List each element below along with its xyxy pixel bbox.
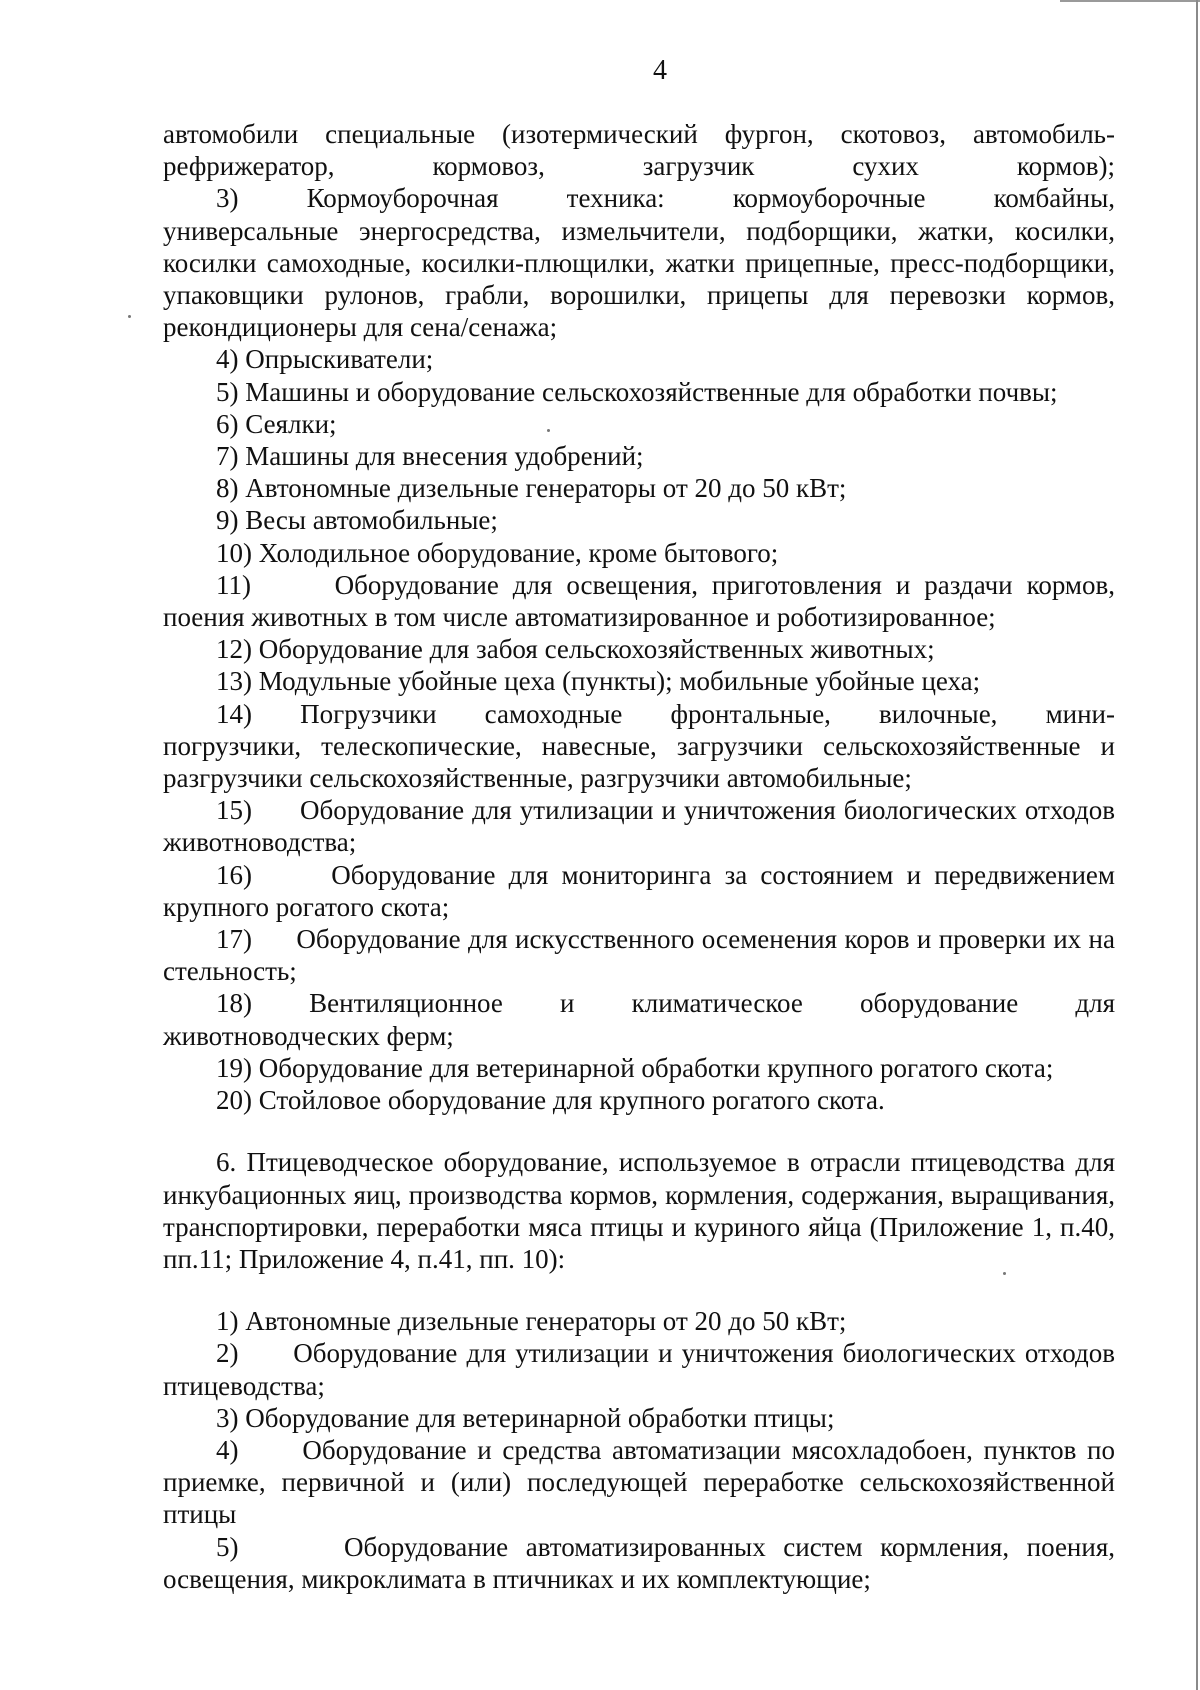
section-6-heading: 6. Птицеводческое оборудование, используемое в отрасли птицеводства для инкубационных яиц, производства кормов, кормления, содержания, выращивания, транспортировки, переработки мяса птицы и куриного яйца (Приложение 1, п.40, пп.11; Приложение 4, п.41, пп. 10): [163,1147,1115,1274]
list-item-6: 6) Сеялки; [216,408,337,439]
list-item-11: 11) Оборудование для освещения, приготовления и раздачи кормов, поения животных в том числе автоматизированное и роботизированное; [163,569,1122,633]
list-item-16: 16) Оборудование для мониторинга за состоянием и передвижением крупного рогатого скота; [163,859,1122,922]
scan-edge-right [1196,0,1198,1690]
list-item-4: 4) Опрыскиватели; [216,344,434,375]
poultry-item-1: 1) Автономные дизельные генераторы от 20 до 50 кВт; [216,1306,847,1337]
scan-speck [128,315,131,318]
list-item-19: 19) Оборудование для ветеринарной обработки крупного рогатого скота; [216,1052,1054,1083]
list-item-7: 7) Машины для внесения удобрений; [216,441,644,472]
poultry-item-5: 5) Оборудование автоматизированных систем кормления, поения, освещения, микроклимата в птичниках и их комплектующие; [163,1531,1122,1594]
list-item-12: 12) Оборудование для забоя сельскохозяйственных животных; [216,634,935,665]
list-item-3: 3) Кормоуборочная техника: кормоуборочные комбайны, универсальные энергосредства, измельчители, подборщики, жатки, косилки, косилки самоходные, косилки-плющилки, жатки прицепные, пресс-подборщики, упаковщики рулонов, грабли, ворошилки, прицепы для перевозки кормов, рекондиционеры для сена/сенажа; [163,183,1122,343]
page-number: 4 [653,55,667,86]
poultry-item-3: 3) Оборудование для ветеринарной обработки птицы; [216,1402,835,1433]
list-item-18: 18) Вентиляционное и климатическое оборудование для животноводческих ферм; [163,988,1122,1051]
document-body [163,118,1122,1595]
list-item-8: 8) Автономные дизельные генераторы от 20 до 50 кВт; [216,473,847,504]
scan-edge-top [1060,0,1200,2]
list-item-20: 20) Стойловое оборудование для крупного рогатого скота. [216,1085,885,1116]
list-item-9: 9) Весы автомобильные; [216,505,498,536]
list-item-5: 5) Машины и оборудование сельскохозяйственные для обработки почвы; [216,376,1058,407]
list-item-13: 13) Модульные убойные цеха (пункты); мобильные убойные цеха; [216,666,981,697]
list-item-15: 15) Оборудование для утилизации и уничтожения биологических отходов животноводства; [163,795,1122,858]
poultry-item-4: 4) Оборудование и средства автоматизации мясохладобоен, пунктов по приемке, первичной и (или) последующей переработке сельскохозяйственной птицы [163,1434,1122,1530]
list-item-10: 10) Холодильное оборудование, кроме бытового; [216,537,779,568]
paragraph-vehicles: автомобили специальные (изотермический фургон, скотовоз, автомобиль-рефрижератор, кормовоз, загрузчик сухих кормов); [163,119,1115,182]
list-item-14: 14) Погрузчики самоходные фронтальные, вилочные, мини-погрузчики, телескопические, навесные, загрузчики сельскохозяйственные и разгрузчики сельскохозяйственные, разгрузчики автомобильные; [163,698,1122,794]
list-item-17: 17) Оборудование для искусственного осеменения коров и проверки их на стельность; [163,924,1122,987]
poultry-item-2: 2) Оборудование для утилизации и уничтожения биологических отходов птицеводства; [163,1338,1122,1401]
